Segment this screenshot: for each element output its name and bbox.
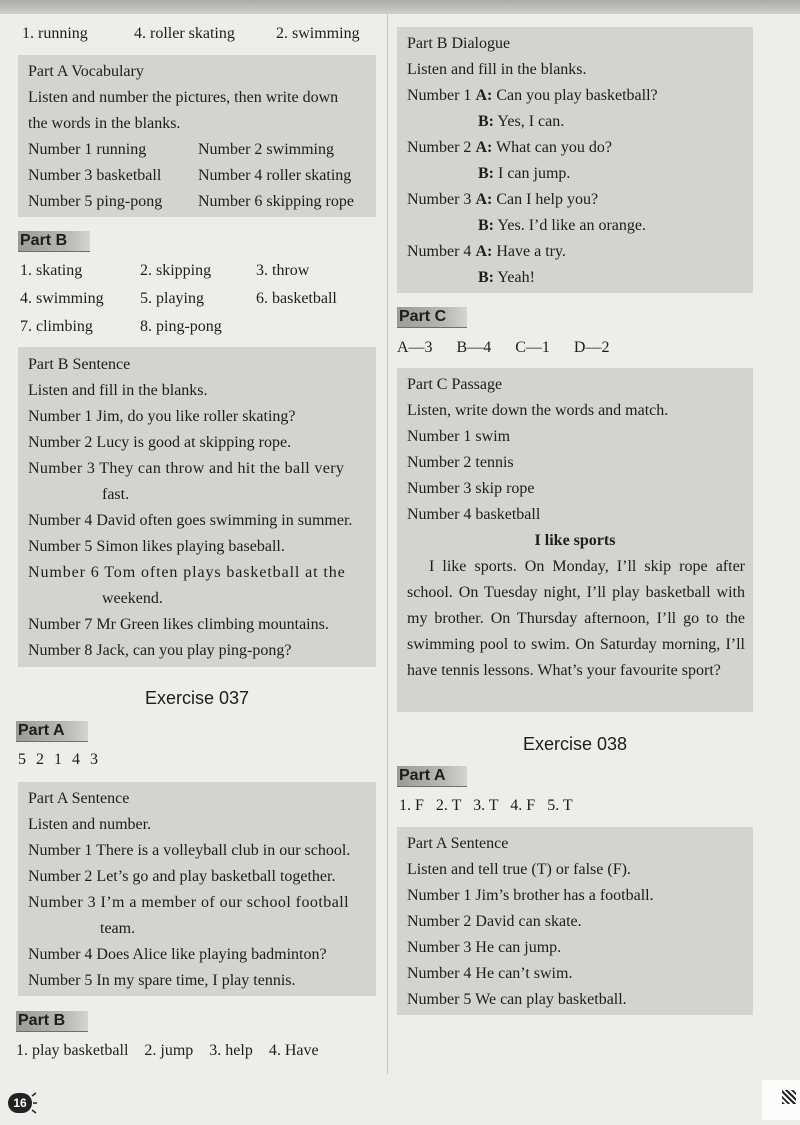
box-title: Part A Sentence <box>28 790 130 807</box>
sentence-line: Number 1 Jim, do you like roller skating? <box>28 408 296 425</box>
instruction: Listen, write down the words and match. <box>407 402 669 419</box>
sentence-line: Number 4 Does Alice like playing badminton? <box>28 946 327 963</box>
instruction: Listen and tell true (T) or false (F). <box>407 861 631 878</box>
page-top-band <box>0 0 800 14</box>
dialogue-a: Number 4 A: Have a try. <box>407 243 566 260</box>
answer: 4. swimming <box>20 290 104 307</box>
passage-title: I like sports <box>534 532 616 549</box>
dialogue-a: Number 1 A: Can you play basketball? <box>407 87 658 104</box>
ex37-sentence-box <box>18 782 376 996</box>
passage-word: Number 1 swim <box>407 428 511 445</box>
page-number <box>2 1090 38 1116</box>
box-title: Part C Passage <box>407 376 503 393</box>
page-number-badge: 16 <box>8 1093 32 1113</box>
answer: 3. throw <box>256 262 310 279</box>
sentence-line: team. <box>100 920 136 937</box>
instruction: the words in the blanks. <box>28 115 181 132</box>
sentence-line: Number 1 There is a volleyball club in our school. <box>28 842 351 859</box>
passage-word: Number 4 basketball <box>407 506 541 523</box>
sentence-line: Number 6 Tom often plays basketball at the <box>28 564 346 581</box>
instruction: Listen and number the pictures, then write down <box>28 89 339 106</box>
dialogue-b: B: Yes, I can. <box>478 113 565 130</box>
dialogue-a: Number 2 A: What can you do? <box>407 139 612 156</box>
instruction: Listen and fill in the blanks. <box>28 382 208 399</box>
dialogue-b: B: Yes. I’d like an orange. <box>478 217 646 234</box>
vocab-item: Number 1 running <box>28 141 147 158</box>
sentence-line: Number 2 Let’s go and play basketball together. <box>28 868 336 885</box>
sentence-line: Number 8 Jack, can you play ping-pong? <box>28 642 292 659</box>
section-header-part-a: Part A <box>16 721 88 742</box>
sentence-line: Number 3 They can throw and hit the ball very <box>28 460 345 477</box>
section-header-part-b: Part B <box>18 231 90 252</box>
vocab-item: Number 5 ping-pong <box>28 193 163 210</box>
vocab-row <box>18 137 376 163</box>
box-title: Part B Dialogue <box>407 35 511 52</box>
vocab-item: Number 2 swimming <box>198 141 334 158</box>
dialogue-b: B: Yeah! <box>478 269 535 286</box>
answer: 1. skating <box>20 262 83 279</box>
instruction: Listen and number. <box>28 816 152 833</box>
answer: 8. ping-pong <box>140 318 222 335</box>
answers: 1. play basketball 2. jump 3. help 4. Have <box>16 1042 319 1059</box>
sentence-line: Number 2 David can skate. <box>407 913 582 930</box>
exercise-title: Exercise 038 <box>522 734 628 754</box>
answers: A—3 B—4 C—1 D—2 <box>397 339 610 356</box>
column-divider <box>387 14 388 1074</box>
passage-text: I like sports. On Monday, I’ll skip rope after school. On Tuesday night, I’ll play basketball with my brother. On Thursday afternoon, I’ll go to the swimming pool to swim. On Saturday morning, I’ll have tennis lessons. What’s your favourite sport? <box>407 558 745 679</box>
vocab-item: Number 6 skipping rope <box>198 193 354 210</box>
ex38-sentence-box <box>397 827 753 1015</box>
vocab-row <box>18 163 376 189</box>
dialogue-a: Number 3 A: Can I help you? <box>407 191 599 208</box>
answer: 2. skipping <box>140 262 212 279</box>
sentence-line: Number 2 Lucy is good at skipping rope. <box>28 434 292 451</box>
answer: 4. roller skating <box>134 25 235 42</box>
sentence-line: Number 5 Simon likes playing baseball. <box>28 538 285 555</box>
box-title: Part A Vocabulary <box>28 63 144 80</box>
passage-box <box>397 368 753 712</box>
box-title: Part A Sentence <box>407 835 509 852</box>
sentence-line: fast. <box>102 486 130 503</box>
sentence-line: Number 5 In my spare time, I play tennis. <box>28 972 296 989</box>
vocab-row <box>18 189 376 215</box>
section-header-part-a: Part A <box>397 766 467 787</box>
sentence-line: Number 3 He can jump. <box>407 939 562 956</box>
box-title: Part B Sentence <box>28 356 131 373</box>
answer: 5. playing <box>140 290 204 307</box>
sentence-line: Number 3 I’m a member of our school football <box>28 894 350 911</box>
section-header-part-b: Part B <box>16 1011 88 1032</box>
sentence-box <box>18 347 376 667</box>
dialogue-b: B: I can jump. <box>478 165 571 182</box>
answer: 2. swimming <box>276 25 360 42</box>
sentence-line: Number 7 Mr Green likes climbing mountains. <box>28 616 329 633</box>
section-header-part-c: Part C <box>397 307 467 328</box>
sentence-line: Number 1 Jim’s brother has a football. <box>407 887 654 904</box>
answer: 6. basketball <box>256 290 337 307</box>
vocab-item: Number 4 roller skating <box>198 167 352 184</box>
sentence-line: Number 4 He can’t swim. <box>407 965 573 982</box>
passage-word: Number 3 skip rope <box>407 480 535 497</box>
answers: 1. F 2. T 3. T 4. F 5. T <box>399 797 573 814</box>
dialogue-box <box>397 27 753 293</box>
sentence-line: Number 4 David often goes swimming in summer. <box>28 512 353 529</box>
answers: 5 2 1 4 3 <box>18 751 98 768</box>
exercise-title: Exercise 037 <box>144 688 250 708</box>
instruction: Listen and fill in the blanks. <box>407 61 587 78</box>
vocabulary-box <box>18 55 376 217</box>
sentence-line: weekend. <box>102 590 163 607</box>
answer: 1. running <box>22 25 88 42</box>
qr-code-icon <box>762 1080 800 1120</box>
passage-word: Number 2 tennis <box>407 454 514 471</box>
speaker-icon <box>2 1090 38 1116</box>
sentence-line: Number 5 We can play basketball. <box>407 991 627 1008</box>
answer: 7. climbing <box>20 318 93 335</box>
vocab-item: Number 3 basketball <box>28 167 162 184</box>
